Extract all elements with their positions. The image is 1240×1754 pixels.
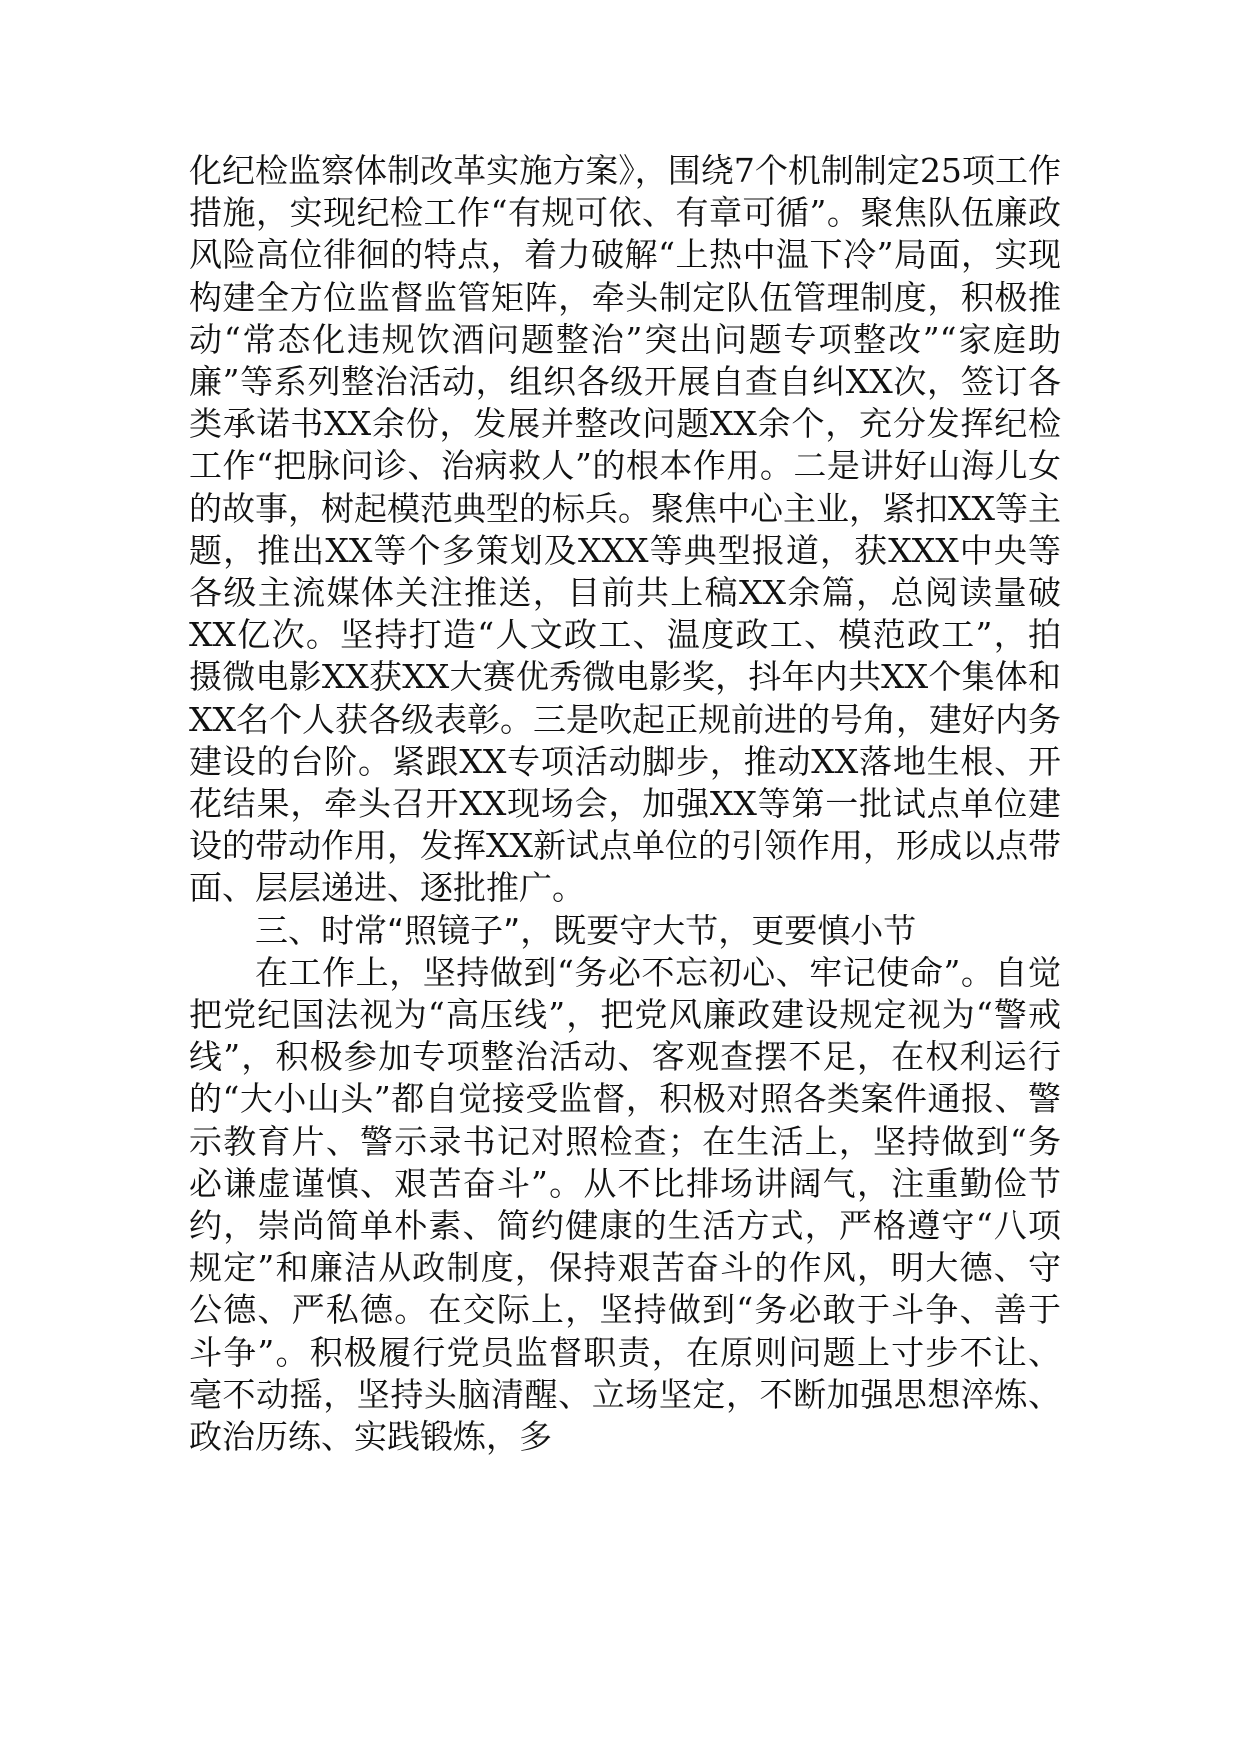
section-heading-3: 三、时常“照镜子”，既要守大节，更要慎小节 [255, 910, 917, 950]
document-body [189, 150, 1061, 1458]
body-paragraph: 在工作上，坚持做到“务必不忘初心、牢记使命”。自觉把党纪国法视为“高压线”，把党风廉政建设规定视为“警戒线”，积极参加专项整治活动、客观查摆不足，在权利运行的“大小山头”都自觉接受监督，积极对照各类案件通报、警示教育片、警示录书记对照检查；在生活上，坚持做到“务必谦虚谨慎、艰苦奋斗”。从不比排场讲阔气，注重勤俭节约，崇尚简单朴素、简约健康的生活方式，严格遵守“八项规定”和廉洁从政制度，保持艰苦奋斗的作风，明大德、守公德、严私德。在交际上，坚持做到“务必敢于斗争、善于斗争”。积极履行党员监督职责，在原则问题上寸步不让、毫不动摇，坚持头脑清醒、立场坚定，不断加强思想淬炼、政治历练、实践锻炼，多 [189, 952, 1061, 1457]
body-paragraph-continuation: 化纪检监察体制改革实施方案》，围绕7个机制制定25项工作措施，实现纪检工作“有规可依、有章可循”。聚焦队伍廉政风险高位徘徊的特点，着力破解“上热中温下冷”局面，实现构建全方位监督监管矩阵，牵头制定队伍管理制度，积极推动“常态化违规饮酒问题整治”突出问题专项整改”“家庭助廉”等系列整治活动，组织各级开展自查自纠XX次，签订各类承诺书XX余份，发展并整改问题XX余个，充分发挥纪检工作“把脉问诊、治病救人”的根本作用。二是讲好山海儿女的故事，树起模范典型的标兵。聚焦中心主业，紧扣XX等主题，推出XX等个多策划及XXX等典型报道，获XXX中央等各级主流媒体关注推送，目前共上稿XX余篇，总阅读量破XX亿次。坚持打造“人文政工、温度政工、模范政工”，拍摄微电影XX获XX大赛优秀微电影奖，抖年内共XX个集体和XX名个人获各级表彰。三是吹起正规前进的号角，建好内务建设的台阶。紧跟XX专项活动脚步，推动XX落地生根、开花结果，牵头召开XX现场会，加强XX等第一批试点单位建设的带动作用，发挥XX新试点单位的引领作用，形成以点带面、层层递进、逐批推广。 [189, 151, 1061, 908]
